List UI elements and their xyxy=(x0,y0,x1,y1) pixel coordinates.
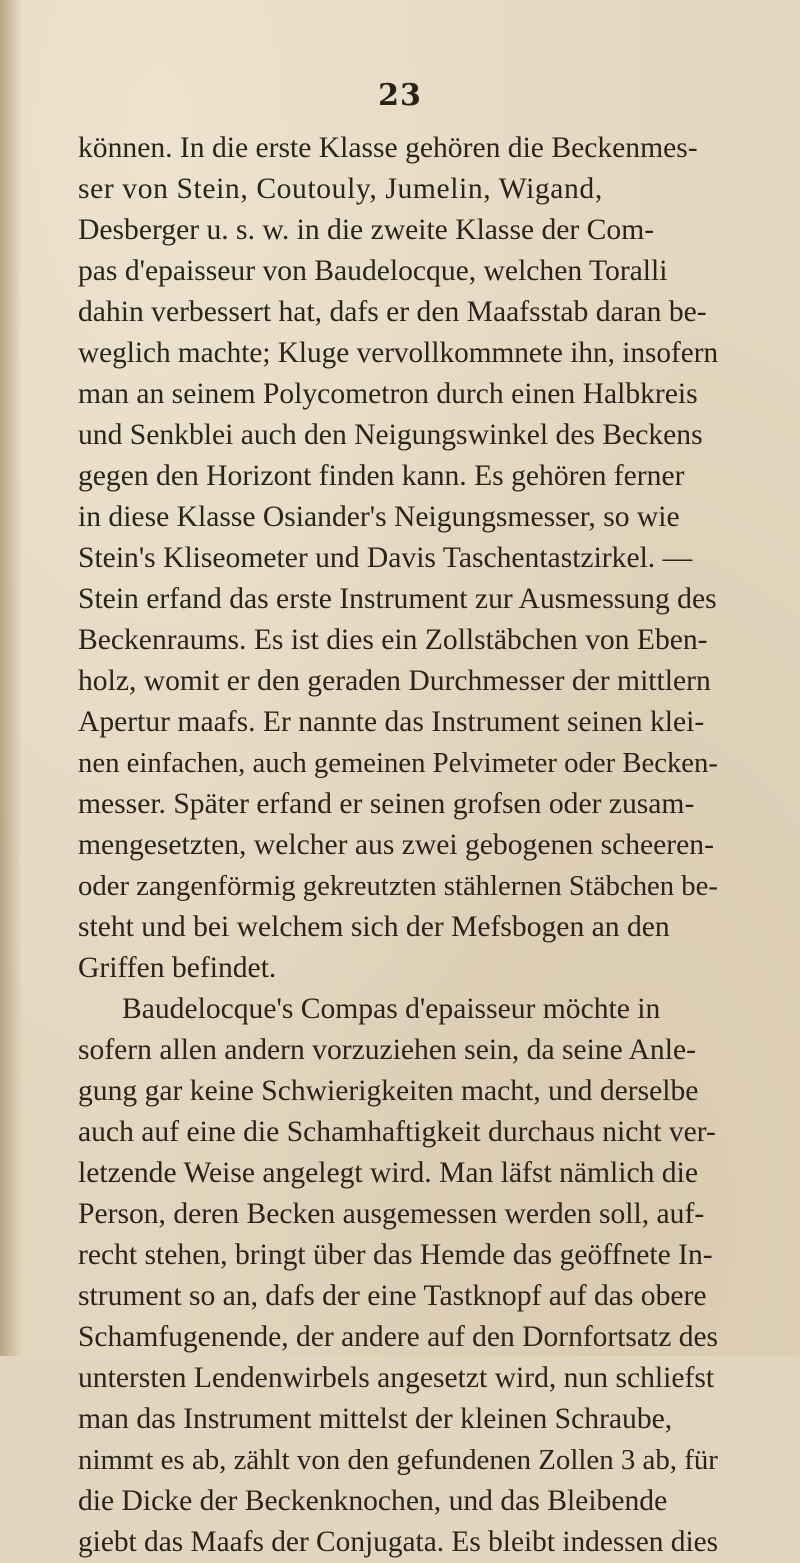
text-line: Apertur maafs. Er nannte das Instrument seinen klei- xyxy=(78,706,705,738)
text-line: auch auf eine die Schamhaftigkeit durchaus nicht ver- xyxy=(78,1116,716,1148)
text-line: giebt das Maafs der Conjugata. Es bleibt indessen dies xyxy=(78,1526,719,1558)
text-line: man das Instrument mittelst der kleinen Schraube, xyxy=(78,1403,673,1435)
text-line: gung gar keine Schwierigkeiten macht, und derselbe xyxy=(78,1075,699,1107)
text-line: Baudelocque's Compas d'epaisseur möchte in xyxy=(122,993,661,1025)
text-line: und Senkblei auch den Neigungswinkel des Beckens xyxy=(78,419,703,451)
text-line: weglich machte; Kluge vervollkommnete ihn, insofern xyxy=(78,337,719,369)
page-edge-shadow xyxy=(0,0,22,1356)
text-line: Stein's Kliseometer und Davis Taschentastzirkel. — xyxy=(78,542,693,574)
text-line: pas d'epaisseur von Baudelocque, welchen Toralli xyxy=(78,255,668,287)
text-line: dahin verbessert hat, dafs er den Maafsstab daran be- xyxy=(78,296,707,328)
text-line: gegen den Horizont finden kann. Es gehören ferner xyxy=(78,460,685,492)
text-line: messer. Später erfand er seinen grofsen oder zusam- xyxy=(78,788,695,820)
text-line: Stein erfand das erste Instrument zur Ausmessung des xyxy=(78,583,717,615)
text-line: nen einfachen, auch gemeinen Pelvimeter oder Becken- xyxy=(78,747,718,779)
text-line: Beckenraums. Es ist dies ein Zollstäbchen von Eben- xyxy=(78,624,708,656)
text-line: letzende Weise angelegt wird. Man läfst nämlich die xyxy=(78,1157,698,1189)
text-line: untersten Lendenwirbels angesetzt wird, nun schliefst xyxy=(78,1362,715,1394)
text-line: die Dicke der Beckenknochen, und das Bleibende xyxy=(78,1485,668,1517)
text-line: steht und bei welchem sich der Mefsbogen an den xyxy=(78,911,670,943)
body-text xyxy=(78,128,718,1563)
text-line: nimmt es ab, zählt von den gefundenen Zollen 3 ab, für xyxy=(78,1444,718,1476)
text-line: Desberger u. s. w. in die zweite Klasse der Com- xyxy=(78,214,655,246)
text-line: recht stehen, bringt über das Hemde das geöffnete In- xyxy=(78,1239,713,1271)
text-line: können. In die erste Klasse gehören die Beckenmes- xyxy=(78,132,698,164)
text-line: oder zangenförmig gekreutzten stählernen Stäbchen be- xyxy=(78,870,718,902)
text-line: mengesetzten, welcher aus zwei gebogenen scheeren- xyxy=(78,829,714,861)
text-line: ser von Stein, Coutouly, Jumelin, Wigand, xyxy=(78,173,603,205)
text-line: holz, womit er den geraden Durchmesser der mittlern xyxy=(78,665,711,697)
text-line: man an seinem Polycometron durch einen Halbkreis xyxy=(78,378,698,410)
text-line: Griffen befindet. xyxy=(78,952,277,984)
text-line: Schamfugenende, der andere auf den Dornfortsatz des xyxy=(78,1321,719,1353)
text-line: Person, deren Becken ausgemessen werden soll, auf- xyxy=(78,1198,705,1230)
text-line: in diese Klasse Osiander's Neigungsmesser, so wie xyxy=(78,501,680,533)
text-line: strument so an, dafs der eine Tastknopf auf das obere xyxy=(78,1280,707,1312)
page-number: 23 xyxy=(378,78,422,113)
text-line: sofern allen andern vorzuziehen sein, da seine Anle- xyxy=(78,1034,696,1066)
